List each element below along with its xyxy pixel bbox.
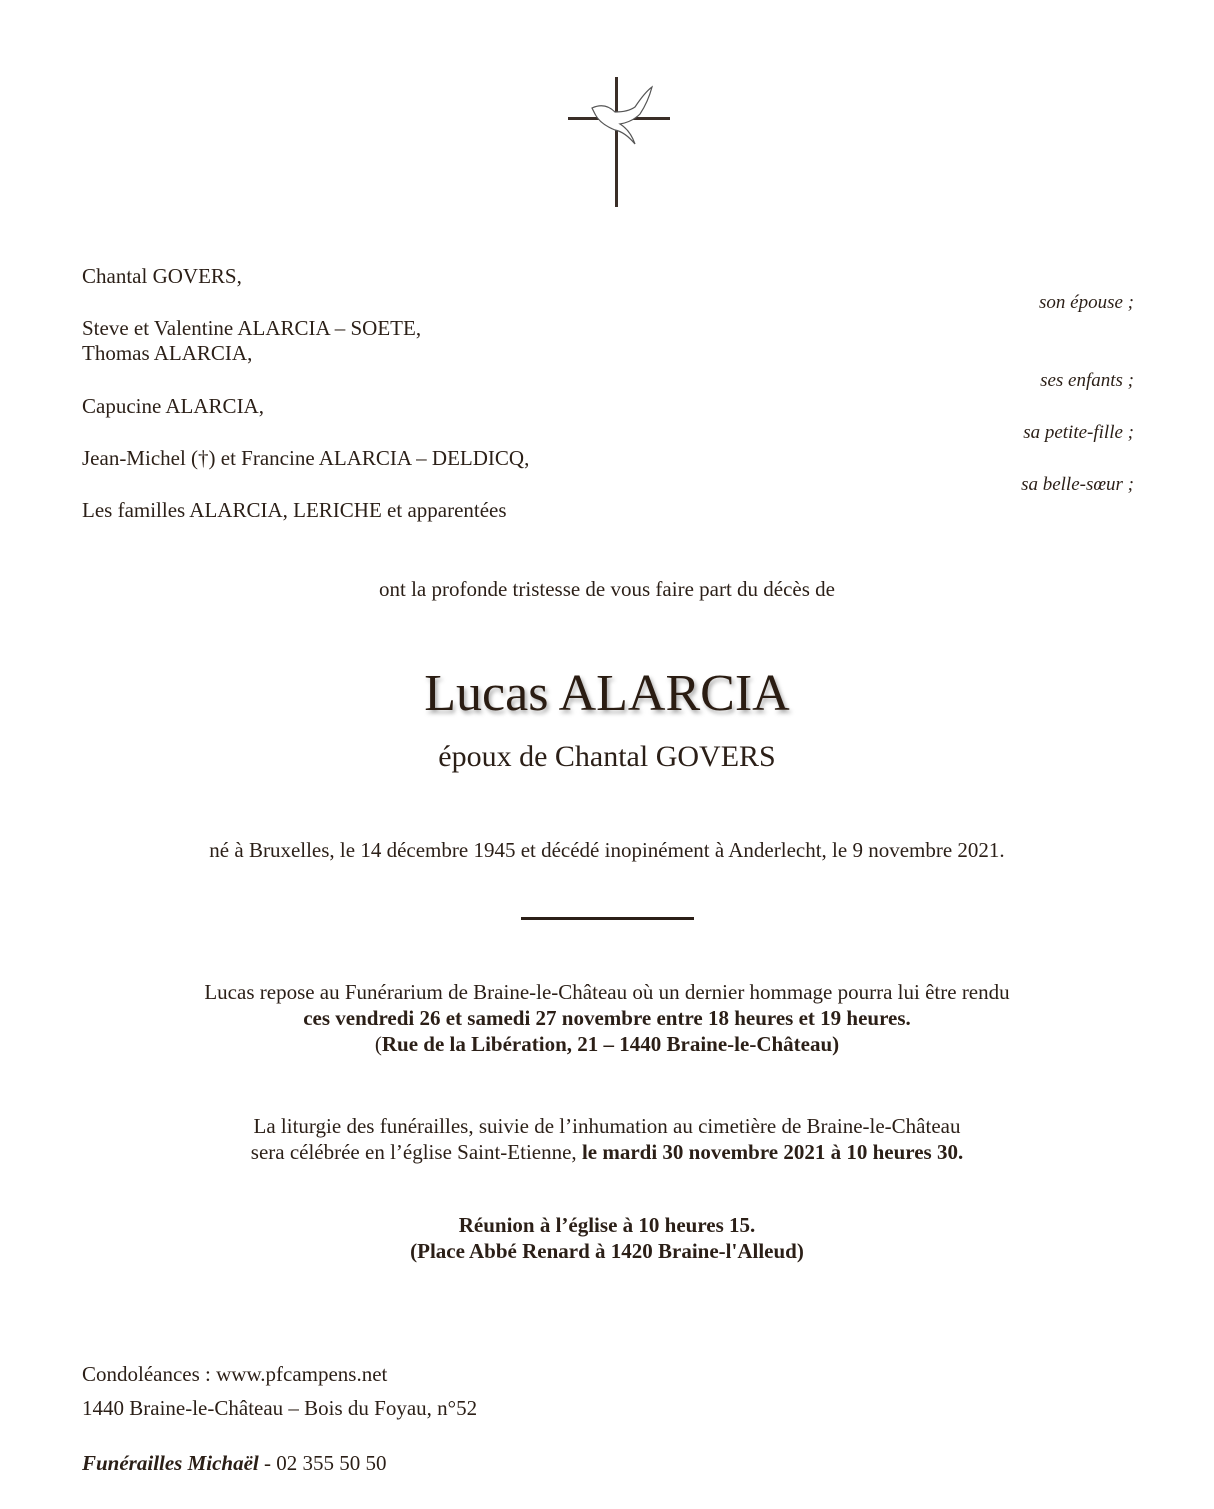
meeting-time: Réunion à l’église à 10 heures 15. bbox=[458, 1213, 756, 1237]
visitation-dates: ces vendredi 26 et samedi 27 novembre entre 18 heures et 19 heures. bbox=[303, 1006, 911, 1030]
paren: ( bbox=[374, 1032, 382, 1056]
family-line: Thomas ALARCIA, bbox=[82, 341, 253, 365]
funeral-home-address: 1440 Braine-le-Château – Bois du Foyau, n°52 bbox=[82, 1396, 478, 1420]
intro-text: ont la profonde tristesse de vous faire part du décès de bbox=[378, 577, 835, 601]
deceased-name: Lucas ALARCIA bbox=[424, 665, 790, 722]
deceased-subtitle: époux de Chantal GOVERS bbox=[438, 740, 776, 773]
liturgy-date bbox=[0, 1140, 1214, 1165]
dates-text: né à Bruxelles, le 14 décembre 1945 et décédé inopinément à Anderlecht, le 9 novembre 2021. bbox=[209, 838, 1005, 862]
visitation-line: Lucas repose au Funérarium de Braine-le-Château où un dernier hommage pourra lui être rendu bbox=[204, 980, 1010, 1004]
family-line: Capucine ALARCIA, bbox=[82, 394, 264, 418]
relation-label: ses enfants ; bbox=[1040, 370, 1134, 391]
company-name: Funérailles Michaël bbox=[82, 1451, 259, 1475]
funeral-home bbox=[82, 1451, 387, 1476]
relation-label: sa belle-sœur ; bbox=[1021, 474, 1134, 495]
phone-number: - 02 355 50 50 bbox=[258, 1451, 387, 1475]
family-line: Steve et Valentine ALARCIA – SOETE, bbox=[82, 316, 422, 340]
divider bbox=[521, 917, 694, 920]
meeting-place: (Place Abbé Renard à 1420 Braine-l'Alleud) bbox=[410, 1239, 804, 1263]
cross-dove-icon bbox=[560, 72, 675, 212]
family-line: Chantal GOVERS, bbox=[82, 264, 242, 288]
relation-label: son épouse ; bbox=[1039, 292, 1134, 313]
family-line: Les familles ALARCIA, LERICHE et apparentées bbox=[82, 498, 507, 522]
liturgy-line: La liturgie des funérailles, suivie de l’inhumation au cimetière de Braine-le-Château bbox=[253, 1114, 961, 1138]
liturgy-text: sera célébrée en l’église Saint-Etienne, bbox=[250, 1140, 582, 1164]
visitation-address bbox=[0, 1032, 1214, 1057]
address-bold: Rue de la Libération, 21 – 1440 Braine-le-Château) bbox=[381, 1032, 840, 1056]
condolences-link[interactable]: Condoléances : www.pfcampens.net bbox=[82, 1362, 388, 1386]
liturgy-date-bold: le mardi 30 novembre 2021 à 10 heures 30. bbox=[581, 1140, 964, 1164]
family-line: Jean-Michel (†) et Francine ALARCIA – DELDICQ, bbox=[82, 446, 530, 470]
relation-label: sa petite-fille ; bbox=[1023, 422, 1134, 443]
